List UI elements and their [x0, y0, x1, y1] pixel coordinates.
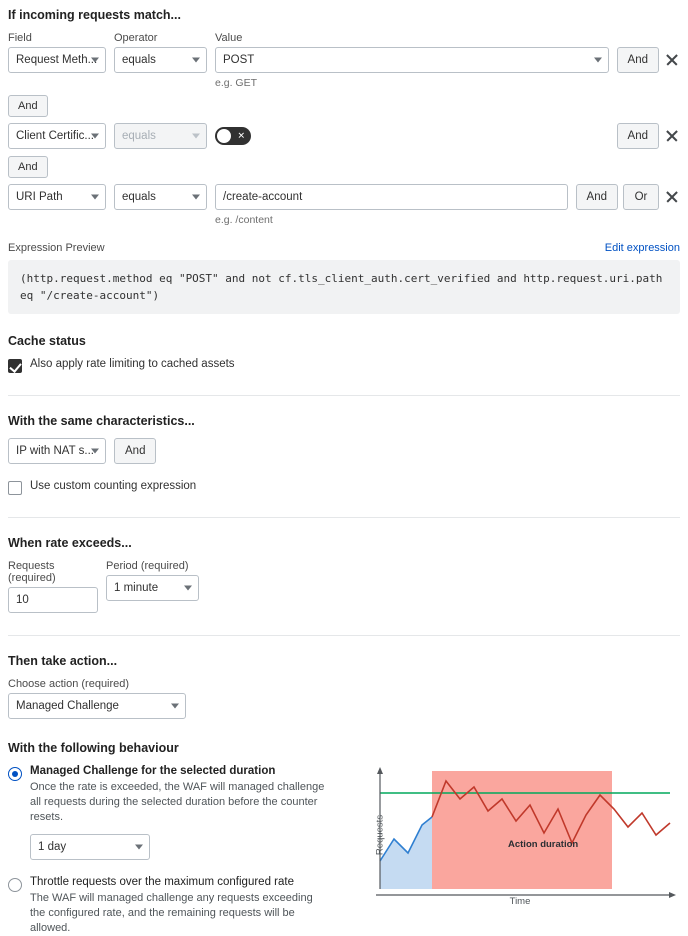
divider	[8, 517, 680, 518]
characteristics-and-button[interactable]: And	[114, 438, 156, 464]
chart-x-axis-label: Time	[509, 896, 531, 907]
row-3-and-button[interactable]: And	[576, 184, 618, 210]
characteristics-row	[8, 438, 680, 464]
rate-title: When rate exceeds...	[8, 536, 132, 550]
toggle-knob	[217, 129, 231, 143]
chevron-down-icon	[594, 58, 602, 63]
rate-limiting-rule-form	[0, 8, 688, 936]
condition-row-2	[8, 123, 680, 150]
pre-action-area	[380, 817, 432, 889]
cert-verified-toggle[interactable]	[215, 127, 251, 145]
condition-headers	[8, 32, 680, 47]
rate-row	[8, 560, 680, 613]
field-select-2-value: Client Certific...	[16, 130, 94, 142]
field-select-1[interactable]	[8, 47, 106, 73]
chevron-down-icon	[192, 58, 200, 63]
value-hint-1: e.g. GET	[215, 77, 258, 89]
x-axis-arrow	[669, 892, 676, 898]
group-and-2-wrap	[8, 156, 680, 178]
divider	[8, 395, 680, 396]
condition-row-1	[8, 47, 680, 89]
behaviour-chart-svg	[360, 765, 680, 905]
period-select-value: 1 minute	[114, 582, 159, 594]
chevron-down-icon	[135, 845, 143, 850]
behaviour-radio-1[interactable]	[8, 767, 22, 781]
duration-select-value: 1 day	[38, 841, 67, 853]
chevron-down-icon	[184, 586, 192, 591]
period-select[interactable]	[106, 575, 199, 601]
operator-select-1[interactable]	[114, 47, 207, 73]
chart-y-axis-label: Requests	[374, 814, 386, 856]
behaviour-option-2[interactable]	[8, 876, 342, 936]
match-section-title: If incoming requests match...	[8, 8, 181, 22]
field-select-1-value: Request Meth...	[16, 54, 98, 66]
custom-counting-checkbox[interactable]	[8, 481, 22, 495]
operator-select-3-value: equals	[122, 191, 156, 203]
duration-select[interactable]	[30, 834, 150, 860]
header-operator: Operator	[114, 32, 158, 44]
header-field: Field	[8, 32, 32, 44]
cache-checkbox-label: Also apply rate limiting to cached assets	[30, 358, 235, 370]
value-select-1-value: POST	[223, 54, 255, 66]
behaviour-chart	[360, 765, 680, 905]
behaviour-radio-2[interactable]	[8, 878, 22, 892]
action-duration-label: Action duration	[508, 839, 579, 850]
value-hint-3: e.g. /content	[215, 214, 273, 226]
behaviour-body	[8, 765, 680, 936]
chevron-down-icon	[91, 195, 99, 200]
custom-counting-label: Use custom counting expression	[30, 480, 197, 492]
custom-counting-row[interactable]	[8, 480, 680, 495]
field-select-3[interactable]	[8, 184, 106, 210]
y-axis-arrow	[377, 767, 383, 774]
row-3-or-button[interactable]: Or	[623, 184, 659, 210]
behaviour-option-1-desc: Once the rate is exceeded, the WAF will managed challenge all requests during the selected duration before the counter resets.	[30, 781, 325, 823]
cache-checkbox[interactable]	[8, 359, 22, 373]
header-value: Value	[215, 32, 243, 44]
behaviour-option-1[interactable]	[8, 765, 342, 860]
behaviour-title: With the following behaviour	[8, 741, 179, 755]
row-1-and-button[interactable]: And	[617, 47, 659, 73]
requests-input[interactable]	[8, 587, 98, 613]
expression-preview-header	[8, 242, 680, 254]
behaviour-option-2-title: Throttle requests over the maximum configured rate	[30, 876, 294, 888]
operator-select-2-value: equals	[122, 130, 156, 142]
field-select-3-value: URI Path	[16, 191, 63, 203]
value-select-1[interactable]	[215, 47, 609, 73]
chevron-down-icon	[91, 134, 99, 139]
characteristics-title: With the same characteristics...	[8, 414, 195, 428]
field-select-2[interactable]	[8, 123, 106, 149]
condition-row-3	[8, 184, 680, 226]
close-icon[interactable]	[664, 189, 680, 205]
cache-status-title: Cache status	[8, 334, 86, 348]
action-select[interactable]	[8, 693, 186, 719]
operator-select-1-value: equals	[122, 54, 156, 66]
value-input-3[interactable]	[215, 184, 568, 210]
action-duration-band	[432, 771, 612, 889]
choose-action-label: Choose action (required)	[8, 678, 130, 690]
action-select-value: Managed Challenge	[16, 700, 119, 712]
chevron-down-icon	[192, 134, 200, 139]
requests-label: Requests (required)	[8, 560, 56, 584]
operator-select-2	[114, 123, 207, 149]
cache-checkbox-row[interactable]	[8, 358, 680, 373]
chevron-down-icon	[91, 449, 99, 454]
group-and-button-1[interactable]: And	[8, 95, 48, 117]
close-icon[interactable]	[664, 52, 680, 68]
group-and-1-wrap	[8, 95, 680, 117]
behaviour-option-2-desc: The WAF will managed challenge any requests exceeding the configured rate, and the remaining requests will be allowed.	[30, 892, 313, 934]
expression-preview-label: Expression Preview	[8, 242, 105, 254]
row-2-and-button[interactable]: And	[617, 123, 659, 149]
characteristic-select[interactable]	[8, 438, 106, 464]
characteristic-select-value: IP with NAT s...	[16, 445, 94, 457]
chevron-down-icon	[91, 58, 99, 63]
chevron-down-icon	[171, 704, 179, 709]
divider	[8, 635, 680, 636]
operator-select-3[interactable]	[114, 184, 207, 210]
group-and-button-2[interactable]: And	[8, 156, 48, 178]
chevron-down-icon	[192, 195, 200, 200]
expression-preview-text: (http.request.method eq "POST" and not cf.tls_client_auth.cert_verified and http.request.uri.path eq "/create-account")	[8, 260, 680, 314]
behaviour-option-1-title: Managed Challenge for the selected duration	[30, 765, 276, 777]
close-icon[interactable]	[664, 128, 680, 144]
period-label: Period (required)	[106, 560, 189, 572]
edit-expression-link[interactable]: Edit expression	[604, 242, 680, 254]
toggle-off-icon: ✕	[237, 130, 245, 141]
action-title: Then take action...	[8, 654, 118, 668]
